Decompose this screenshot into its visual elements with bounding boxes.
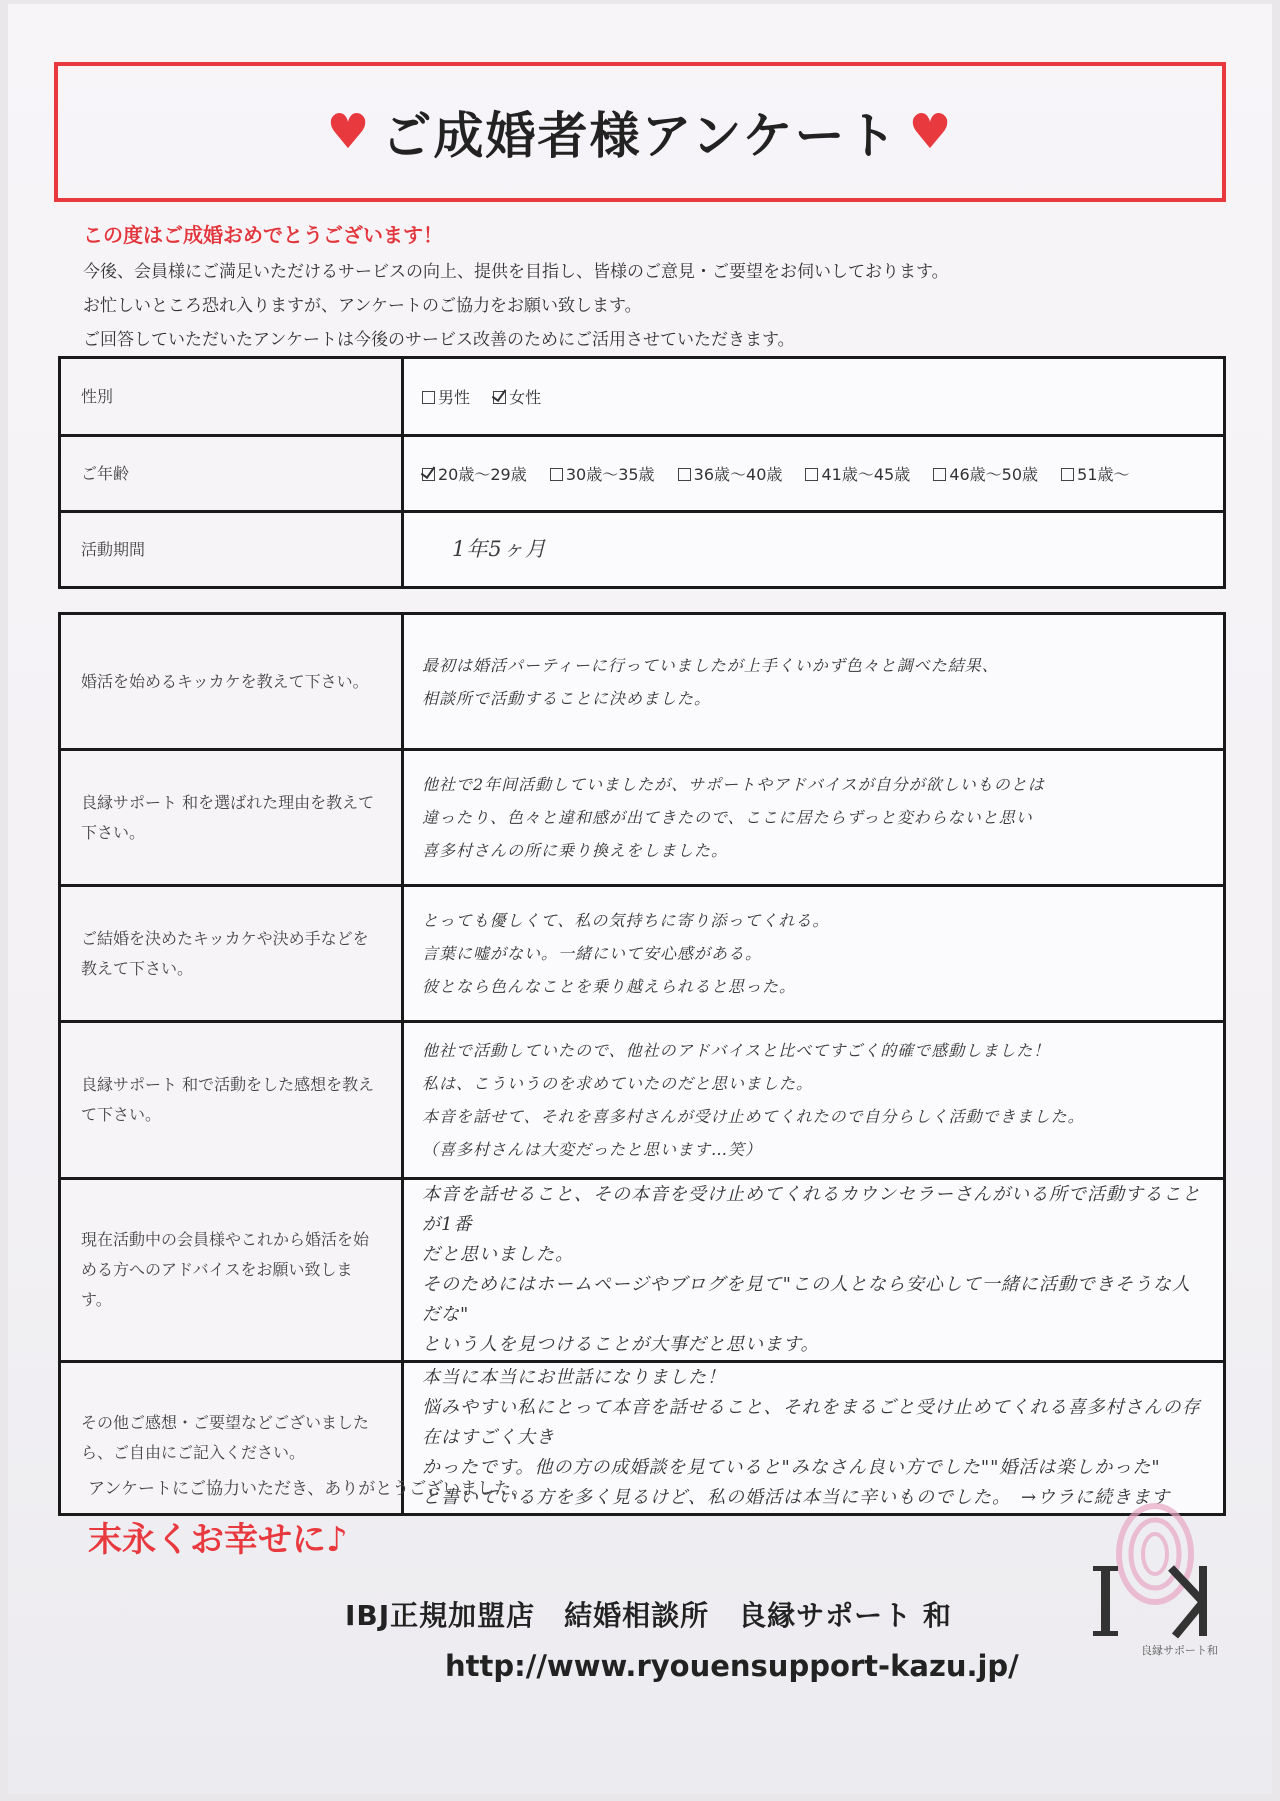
- age-row: [60, 436, 1225, 512]
- period-label: 活動期間: [60, 512, 403, 588]
- checkbox-icon[interactable]: [550, 468, 563, 481]
- age-option[interactable]: 41歳～45歳: [805, 462, 910, 485]
- website-link[interactable]: http://www.ryouensupport-kazu.jp/: [445, 1649, 1019, 1683]
- gender-option[interactable]: 男性: [422, 385, 470, 408]
- checkbox-icon[interactable]: [933, 468, 946, 481]
- question-row: [60, 1179, 1225, 1362]
- basic-info-table: [58, 356, 1226, 589]
- best-wishes-text: 末永くお幸せに♪: [88, 1520, 348, 1560]
- question-row: [60, 614, 1225, 750]
- logo-icon: [1083, 1494, 1223, 1664]
- age-option[interactable]: 20歳～29歳: [422, 462, 527, 485]
- answer-text: 他社で2年间活動していましたが、サポートやアドバイスが自分が欲しいものとは 違ったり、色々と違和感が出てきたので、ここに居たらずっと変わらないと思い 喜多村さんの所に乗り換えをしました。: [403, 750, 1225, 886]
- answer-text: 本音を話せること、その本音を受け止めてくれるカウンセラーさんがいる所で活動することが1番 だと思いました。 そのためにはホームページやブログを見て"この人となら安心して一緒に活動できそうな人だな" という人を見つけることが大事だと思います。: [403, 1179, 1225, 1362]
- checkbox-icon[interactable]: [805, 468, 818, 481]
- gender-label: 性別: [60, 358, 403, 436]
- age-option[interactable]: 36歳～40歳: [678, 462, 783, 485]
- title-label: ご成婚者様アンケート: [381, 107, 899, 165]
- congrats-text: この度はご成婚おめでとうございます！: [83, 223, 443, 247]
- checkbox-icon[interactable]: [1061, 468, 1074, 481]
- gender-option[interactable]: 女性: [493, 385, 541, 408]
- intro-line: ご回答していただいたアンケートは今後のサービス改善のためにご活用させていただきます。: [83, 330, 795, 350]
- period-row: [60, 512, 1225, 588]
- question-label: ご結婚を決めたキッカケや決め手などを教えて下さい。: [60, 886, 403, 1022]
- page-title: [326, 96, 953, 168]
- question-label: 現在活動中の会員様やこれから婚活を始める方へのアドバイスをお願い致します。: [60, 1179, 403, 1362]
- answer-text: 本当に本当にお世話になりました！ 悩みやすい私にとって本音を話せること、それをまるごと受け止めてくれる喜多村さんの存在はすごく大き かったです。他の方の成婚談を見ていると"みなさん良い方でした""婚活は楽しかった" と書いている方を多く見るけど、私の婚活は本当に辛いものでした。 →ウラに続きます: [403, 1362, 1225, 1515]
- age-options: [403, 436, 1225, 512]
- answer-text: とっても優しくて、私の気持ちに寄り添ってくれる。 言葉に嘘がない。一緒にいて安心感がある。 彼となら色んなことを乗り越えられると思った。: [403, 886, 1225, 1022]
- checkbox-checked-icon[interactable]: [422, 468, 435, 481]
- question-row: [60, 750, 1225, 886]
- heart-icon: ♥: [908, 104, 954, 160]
- question-row: [60, 1022, 1225, 1179]
- answer-text: 他社で活動していたので、他社のアドバイスと比べてすごく的確で感動しました！ 私は、こういうのを求めていたのだと思いました。 本音を話せて、それを喜多村さんが受け止めてくれたので自分らしく活動できました。 （喜多村さんは大変だったと思います…笑）: [403, 1022, 1225, 1179]
- shop-name: IBJ正規加盟店 結婚相談所 良縁サポート 和: [345, 1599, 952, 1632]
- title-box: [54, 62, 1226, 202]
- period-value: 1年5ヶ月: [403, 512, 1225, 588]
- intro-text: [83, 219, 1183, 359]
- age-option[interactable]: 46歳～50歳: [933, 462, 1038, 485]
- brand-logo: [1083, 1494, 1223, 1664]
- heart-icon: ♥: [326, 104, 372, 160]
- gender-row: [60, 358, 1225, 436]
- question-label: 婚活を始めるキッカケを教えて下さい。: [60, 614, 403, 750]
- survey-sheet: [8, 4, 1272, 1794]
- question-label: 良縁サポート 和で活動をした感想を教えて下さい。: [60, 1022, 403, 1179]
- checkbox-icon[interactable]: [422, 391, 435, 404]
- question-label: その他ご感想・ご要望などございましたら、ご自由にご記入ください。: [60, 1362, 403, 1515]
- logo-text: 良縁サポート和: [1141, 1644, 1218, 1657]
- age-label: ご年齢: [60, 436, 403, 512]
- age-option[interactable]: 30歳～35歳: [550, 462, 655, 485]
- gender-options: [403, 358, 1225, 436]
- intro-line: 今後、会員様にご満足いただけるサービスの向上、提供を目指し、皆様のご意見・ご要望をお伺いしております。: [83, 262, 949, 282]
- questions-table: [58, 612, 1226, 1516]
- intro-line: お忙しいところ恐れ入りますが、アンケートのご協力をお願い致します。: [83, 296, 642, 316]
- age-option[interactable]: 51歳～: [1061, 462, 1129, 485]
- checkbox-checked-icon[interactable]: [493, 391, 506, 404]
- answer-text: 最初は婚活パーティーに行っていましたが上手くいかず色々と調べた結果、 相談所で活動することに決めました。: [403, 614, 1225, 750]
- thanks-text: アンケートにご協力いただき、ありがとうございました。: [88, 1479, 529, 1499]
- question-label: 良縁サポート 和を選ばれた理由を教えて下さい。: [60, 750, 403, 886]
- checkbox-icon[interactable]: [678, 468, 691, 481]
- question-row: [60, 886, 1225, 1022]
